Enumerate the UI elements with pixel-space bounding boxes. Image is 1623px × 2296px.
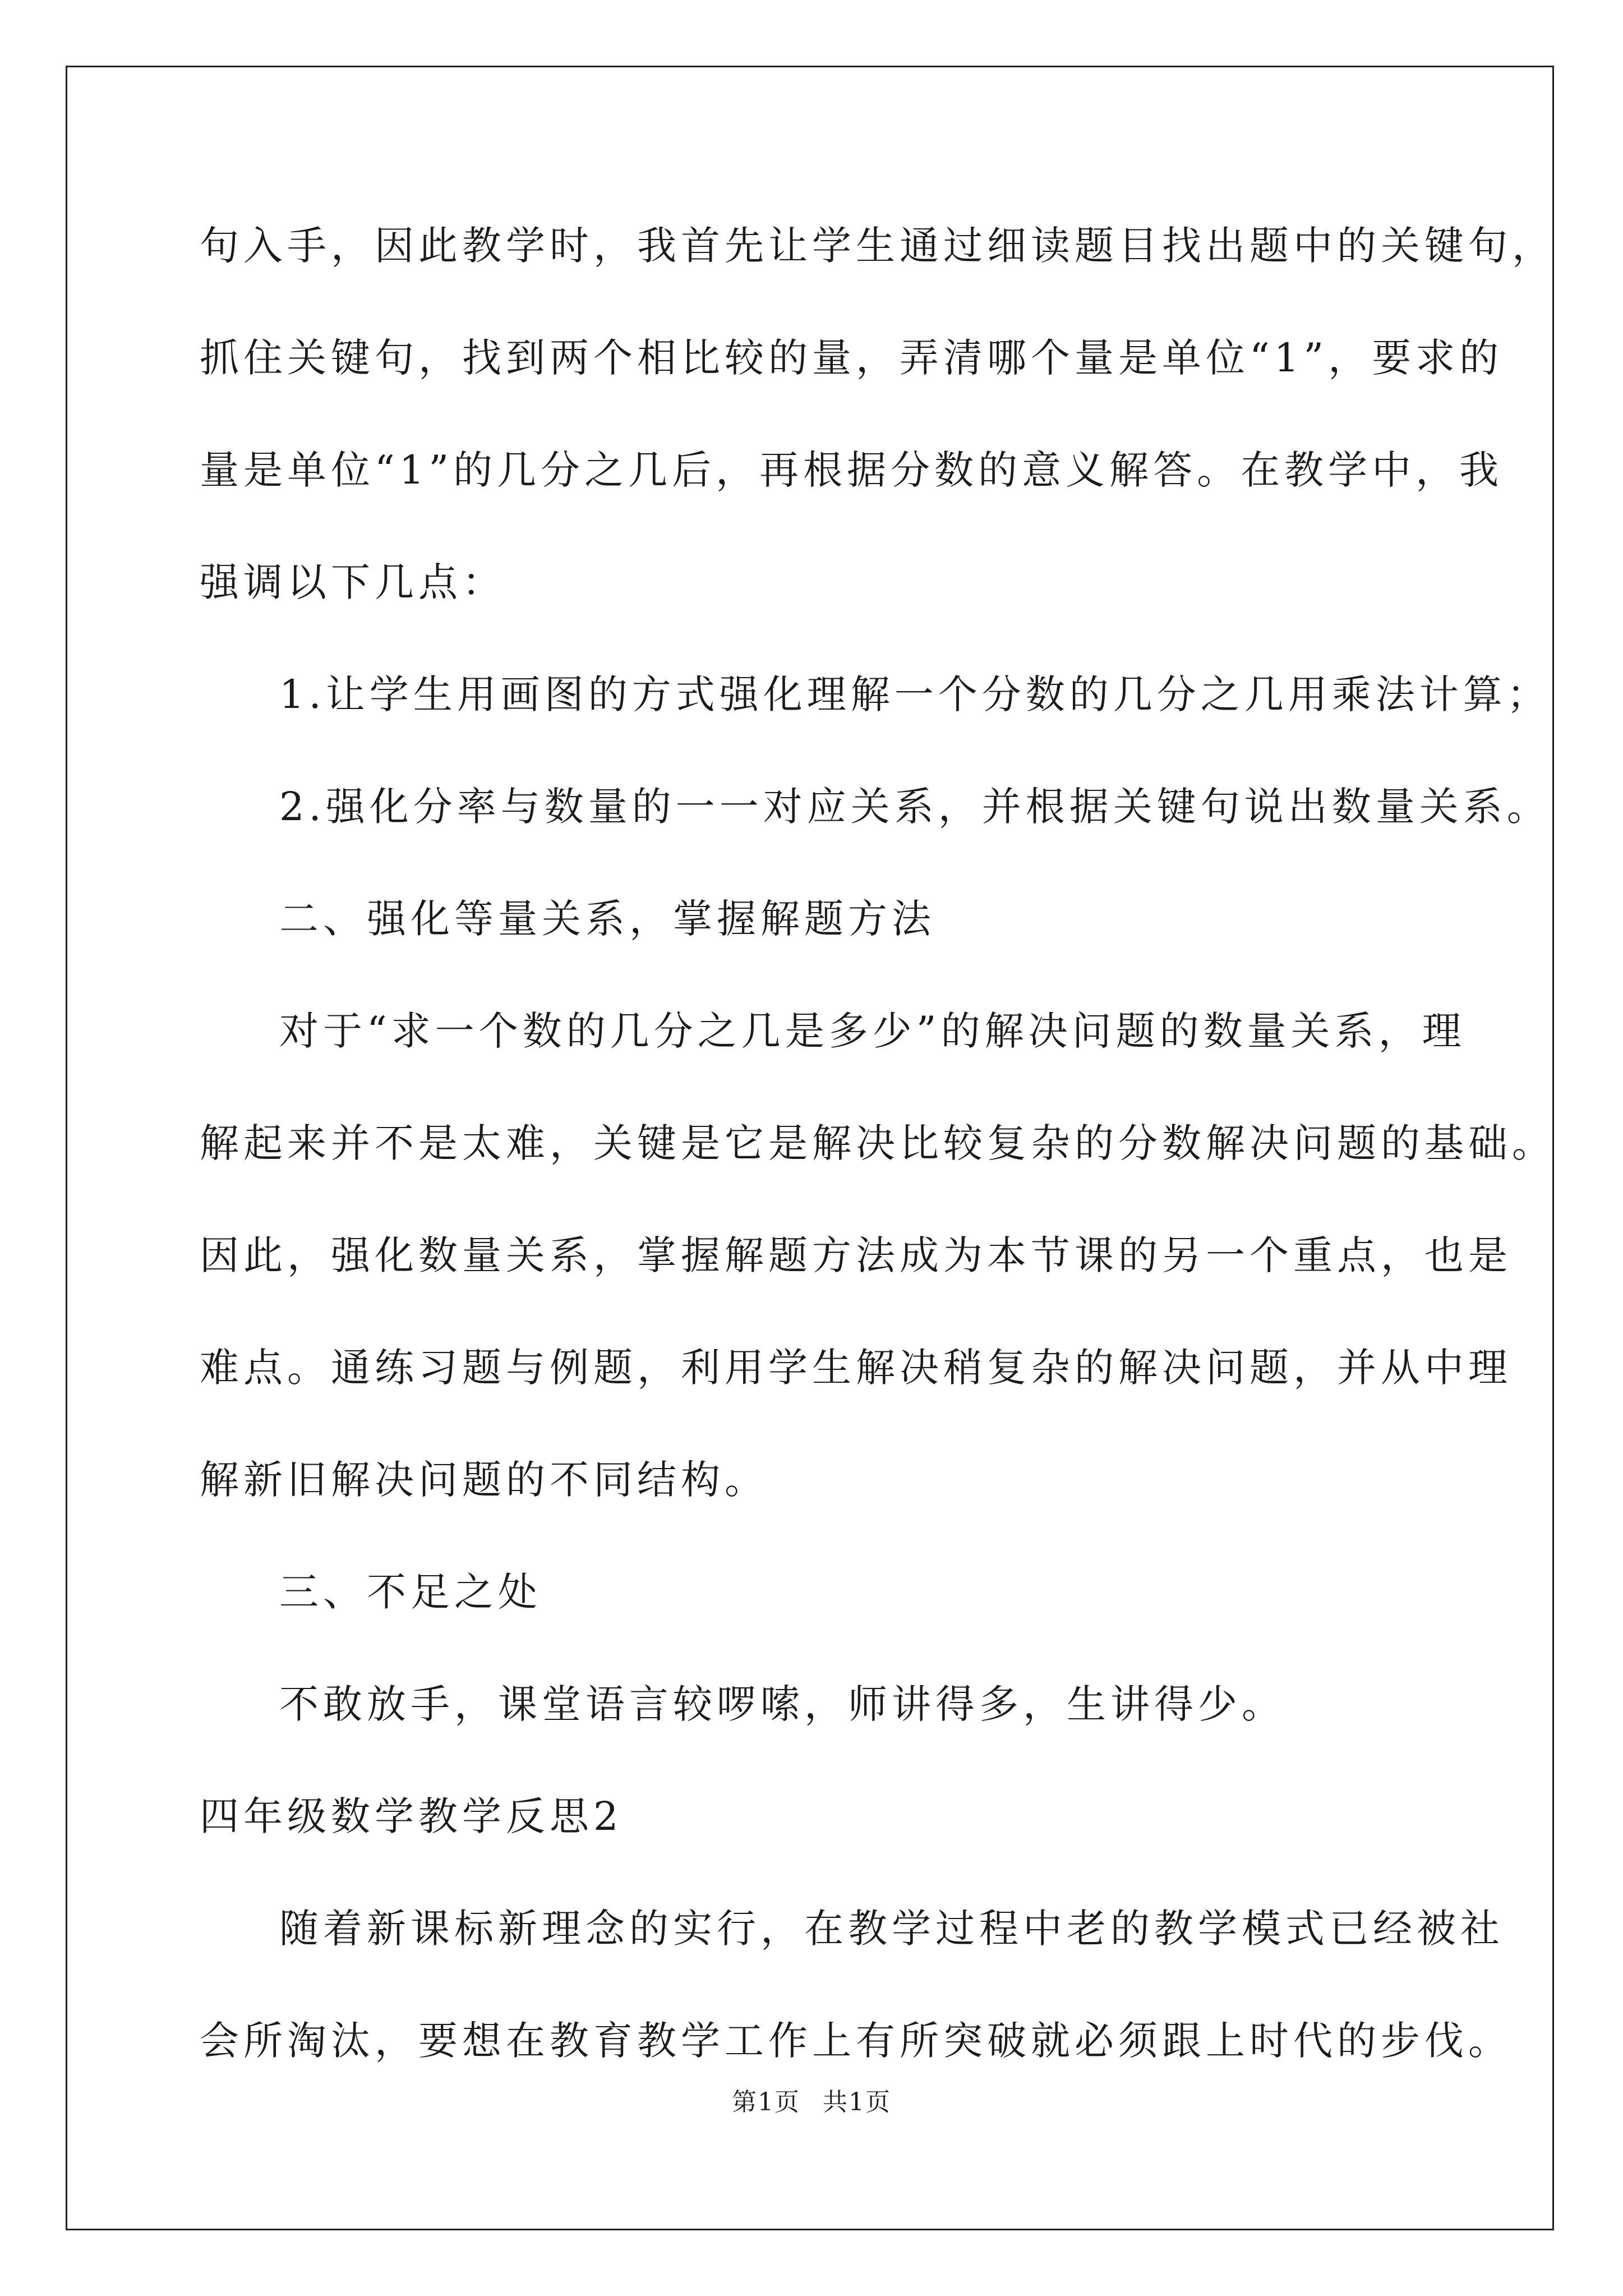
text-line-10: 因此，强化数量关系，掌握解题方法成为本节课的另一个重点，也是 <box>200 1232 1512 1278</box>
text-line-16: 随着新课标新理念的实行，在教学过程中老的教学模式已经被社 <box>279 1906 1504 1952</box>
text-line-12: 解新旧解决问题的不同结构。 <box>200 1457 768 1503</box>
list-item-2: 2.强化分率与数量的一一对应关系，并根据关键句说出数量关系。 <box>279 784 1551 830</box>
text-line-1: 句入手，因此教学时，我首先让学生通过细读题目找出题中的关键句， <box>200 223 1556 269</box>
section-heading-2: 二、强化等量关系，掌握解题方法 <box>279 896 935 942</box>
text-line-2: 抓住关键句，找到两个相比较的量，弄清哪个量是单位“1”，要求的 <box>200 335 1504 381</box>
text-line-8: 对于“求一个数的几分之几是多少”的解决问题的数量关系，理 <box>279 1008 1466 1054</box>
page-footer <box>0 2086 1623 2119</box>
text-line-3: 量是单位“1”的几分之几后，再根据分数的意义解答。在教学中，我 <box>200 447 1504 493</box>
list-item-1: 1.让学生用画图的方式强化理解一个分数的几分之几用乘法计算； <box>279 671 1551 717</box>
text-line-14: 不敢放手，课堂语言较啰嗦，师讲得多，生讲得少。 <box>279 1681 1285 1727</box>
text-line-17: 会所淘汰，要想在教育教学工作上有所突破就必须跟上时代的步伐。 <box>200 2018 1512 2064</box>
page-number: 第1页 <box>732 2088 800 2116</box>
text-line-9: 解起来并不是太难，关键是它是解决比较复杂的分数解决问题的基础。 <box>200 1120 1556 1166</box>
text-line-11: 难点。通练习题与例题，利用学生解决稍复杂的解决问题，并从中理 <box>200 1345 1512 1391</box>
section-heading-3: 三、不足之处 <box>279 1569 542 1615</box>
document-title-2: 四年级数学教学反思2 <box>200 1793 623 1839</box>
page-total: 共1页 <box>823 2088 891 2116</box>
text-line-4: 强调以下几点： <box>200 559 506 605</box>
